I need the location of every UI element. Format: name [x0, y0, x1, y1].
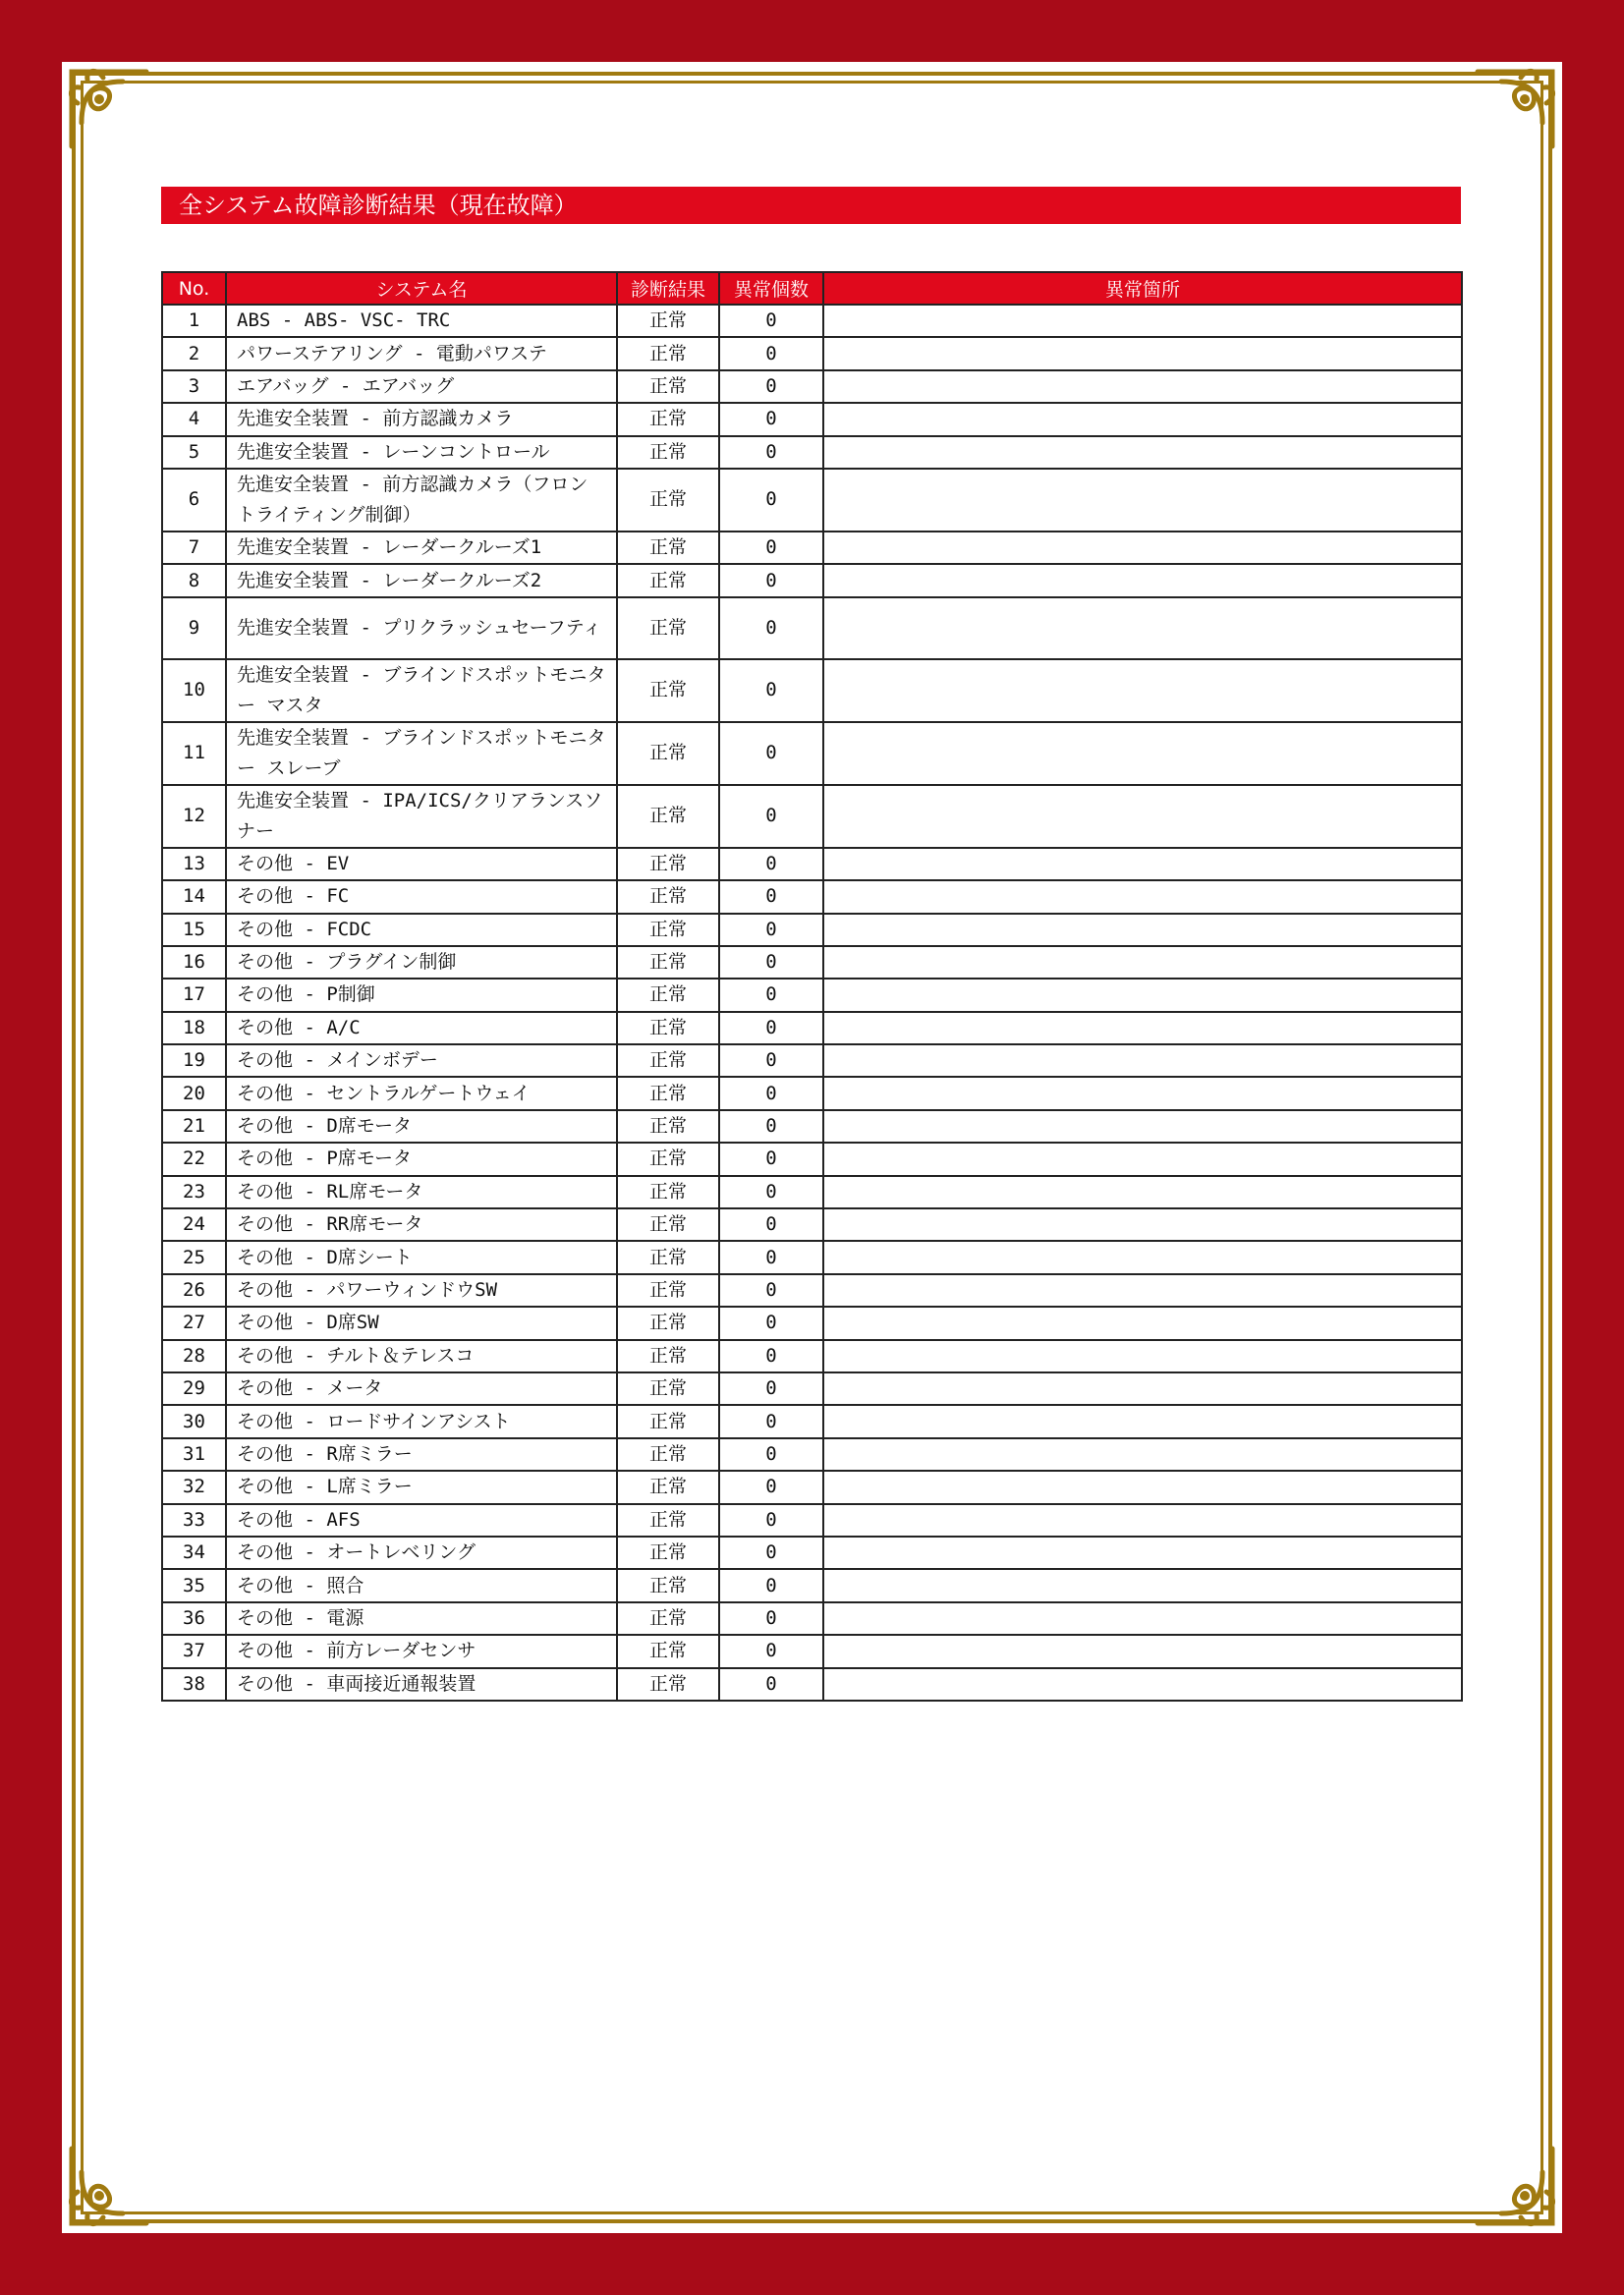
row-number: 26 [162, 1274, 226, 1307]
system-name: その他 - D席シート [226, 1241, 617, 1273]
error-location [823, 1372, 1462, 1405]
table-row [162, 1438, 1462, 1471]
diagnosis-result: 正常 [617, 1044, 719, 1077]
system-name: 先進安全装置 - IPA/ICS/クリアランスソナー [226, 785, 617, 848]
error-location [823, 597, 1462, 659]
error-location [823, 880, 1462, 913]
row-number: 3 [162, 370, 226, 403]
table-row [162, 1668, 1462, 1701]
row-number: 29 [162, 1372, 226, 1405]
diagnosis-result: 正常 [617, 1241, 719, 1273]
row-number: 23 [162, 1176, 226, 1208]
diagnosis-result: 正常 [617, 1635, 719, 1667]
error-count: 0 [719, 370, 823, 403]
error-location [823, 1471, 1462, 1503]
diagnosis-result: 正常 [617, 1602, 719, 1635]
system-name: その他 - D席SW [226, 1307, 617, 1339]
system-name: その他 - EV [226, 848, 617, 880]
error-location [823, 1307, 1462, 1339]
error-location [823, 848, 1462, 880]
error-location [823, 785, 1462, 848]
corner-ornament-icon [64, 64, 154, 154]
error-count: 0 [719, 1176, 823, 1208]
section-title: 全システム故障診断結果（現在故障） [161, 187, 1461, 224]
error-location [823, 1044, 1462, 1077]
system-name: その他 - チルト＆テレスコ [226, 1340, 617, 1372]
error-count: 0 [719, 914, 823, 946]
system-name: 先進安全装置 - ブラインドスポットモニター マスタ [226, 659, 617, 722]
system-name: 先進安全装置 - 前方認識カメラ [226, 403, 617, 435]
document-page [62, 62, 1562, 2233]
row-number: 7 [162, 532, 226, 564]
system-name: 先進安全装置 - レーダークルーズ2 [226, 564, 617, 596]
error-location [823, 1241, 1462, 1273]
diagnosis-result: 正常 [617, 946, 719, 979]
row-number: 34 [162, 1537, 226, 1569]
row-number: 17 [162, 979, 226, 1011]
corner-ornament-icon [1470, 64, 1560, 154]
error-count: 0 [719, 532, 823, 564]
error-location [823, 1668, 1462, 1701]
table-row [162, 848, 1462, 880]
diagnosis-result: 正常 [617, 305, 719, 337]
table-row [162, 722, 1462, 785]
table-row [162, 436, 1462, 469]
error-count: 0 [719, 1012, 823, 1044]
error-location [823, 1208, 1462, 1241]
row-number: 15 [162, 914, 226, 946]
error-location [823, 1340, 1462, 1372]
diagnosis-table [161, 271, 1463, 1702]
error-count: 0 [719, 1044, 823, 1077]
error-location [823, 1635, 1462, 1667]
row-number: 25 [162, 1241, 226, 1273]
system-name: その他 - パワーウィンドウSW [226, 1274, 617, 1307]
diagnosis-result: 正常 [617, 1176, 719, 1208]
row-number: 22 [162, 1143, 226, 1175]
error-location [823, 337, 1462, 369]
diagnosis-result: 正常 [617, 436, 719, 469]
error-count: 0 [719, 436, 823, 469]
row-number: 32 [162, 1471, 226, 1503]
row-number: 19 [162, 1044, 226, 1077]
error-location [823, 305, 1462, 337]
diagnosis-result: 正常 [617, 597, 719, 659]
diagnosis-result: 正常 [617, 914, 719, 946]
table-row [162, 337, 1462, 369]
error-count: 0 [719, 1471, 823, 1503]
diagnosis-result: 正常 [617, 848, 719, 880]
diagnosis-result: 正常 [617, 1537, 719, 1569]
diagnosis-result: 正常 [617, 370, 719, 403]
diagnosis-result: 正常 [617, 1110, 719, 1143]
error-count: 0 [719, 1438, 823, 1471]
diagnosis-result: 正常 [617, 1208, 719, 1241]
table-row [162, 1077, 1462, 1109]
table-row [162, 1471, 1462, 1503]
table-row [162, 1307, 1462, 1339]
diagnosis-result: 正常 [617, 564, 719, 596]
row-number: 24 [162, 1208, 226, 1241]
row-number: 37 [162, 1635, 226, 1667]
column-header-no: No. [162, 272, 226, 305]
error-count: 0 [719, 305, 823, 337]
system-name: その他 - 車両接近通報装置 [226, 1668, 617, 1701]
table-row [162, 469, 1462, 532]
row-number: 18 [162, 1012, 226, 1044]
error-count: 0 [719, 1241, 823, 1273]
table-row [162, 564, 1462, 596]
system-name: その他 - メインボデー [226, 1044, 617, 1077]
row-number: 1 [162, 305, 226, 337]
system-name: エアバッグ - エアバッグ [226, 370, 617, 403]
table-row [162, 1241, 1462, 1273]
diagnosis-result: 正常 [617, 1143, 719, 1175]
table-row [162, 1537, 1462, 1569]
error-count: 0 [719, 1340, 823, 1372]
row-number: 5 [162, 436, 226, 469]
error-location [823, 564, 1462, 596]
system-name: 先進安全装置 - プリクラッシュセーフティ [226, 597, 617, 659]
table-row [162, 880, 1462, 913]
table-row [162, 659, 1462, 722]
error-count: 0 [719, 403, 823, 435]
row-number: 14 [162, 880, 226, 913]
row-number: 21 [162, 1110, 226, 1143]
system-name: その他 - メータ [226, 1372, 617, 1405]
diagnosis-result: 正常 [617, 1569, 719, 1601]
diagnosis-result: 正常 [617, 785, 719, 848]
system-name: その他 - L席ミラー [226, 1471, 617, 1503]
error-count: 0 [719, 880, 823, 913]
diagnosis-result: 正常 [617, 979, 719, 1011]
column-header-count: 異常個数 [719, 272, 823, 305]
error-location [823, 370, 1462, 403]
error-location [823, 1602, 1462, 1635]
table-row [162, 1208, 1462, 1241]
row-number: 31 [162, 1438, 226, 1471]
diagnosis-result: 正常 [617, 722, 719, 785]
row-number: 12 [162, 785, 226, 848]
error-location [823, 469, 1462, 532]
diagnosis-result: 正常 [617, 1307, 719, 1339]
column-header-location: 異常箇所 [823, 272, 1462, 305]
row-number: 9 [162, 597, 226, 659]
diagnosis-result: 正常 [617, 880, 719, 913]
table-row [162, 979, 1462, 1011]
error-location [823, 1012, 1462, 1044]
row-number: 33 [162, 1504, 226, 1537]
system-name: その他 - P席モータ [226, 1143, 617, 1175]
error-count: 0 [719, 722, 823, 785]
error-count: 0 [719, 1668, 823, 1701]
error-location [823, 403, 1462, 435]
row-number: 28 [162, 1340, 226, 1372]
diagnosis-result: 正常 [617, 1668, 719, 1701]
system-name: 先進安全装置 - レーンコントロール [226, 436, 617, 469]
table-row [162, 532, 1462, 564]
table-row [162, 403, 1462, 435]
error-location [823, 1274, 1462, 1307]
error-count: 0 [719, 1405, 823, 1437]
system-name: その他 - RR席モータ [226, 1208, 617, 1241]
error-count: 0 [719, 785, 823, 848]
system-name: その他 - 前方レーダセンサ [226, 1635, 617, 1667]
column-header-result: 診断結果 [617, 272, 719, 305]
system-name: パワーステアリング - 電動パワステ [226, 337, 617, 369]
error-count: 0 [719, 1307, 823, 1339]
error-location [823, 1077, 1462, 1109]
table-row [162, 1405, 1462, 1437]
diagnosis-result: 正常 [617, 1471, 719, 1503]
error-count: 0 [719, 1143, 823, 1175]
error-location [823, 914, 1462, 946]
diagnosis-result: 正常 [617, 469, 719, 532]
error-count: 0 [719, 1635, 823, 1667]
row-number: 11 [162, 722, 226, 785]
system-name: その他 - R席ミラー [226, 1438, 617, 1471]
error-count: 0 [719, 564, 823, 596]
error-count: 0 [719, 1537, 823, 1569]
row-number: 20 [162, 1077, 226, 1109]
error-count: 0 [719, 1110, 823, 1143]
corner-ornament-icon [64, 2141, 154, 2231]
error-location [823, 1176, 1462, 1208]
table-row [162, 305, 1462, 337]
error-count: 0 [719, 1077, 823, 1109]
system-name: その他 - D席モータ [226, 1110, 617, 1143]
table-row [162, 785, 1462, 848]
error-location [823, 1405, 1462, 1437]
diagnosis-result: 正常 [617, 1077, 719, 1109]
error-count: 0 [719, 1274, 823, 1307]
table-row [162, 1635, 1462, 1667]
error-count: 0 [719, 337, 823, 369]
table-row [162, 1143, 1462, 1175]
error-location [823, 979, 1462, 1011]
system-name: その他 - オートレベリング [226, 1537, 617, 1569]
system-name: 先進安全装置 - レーダークルーズ1 [226, 532, 617, 564]
system-name: その他 - 電源 [226, 1602, 617, 1635]
error-location [823, 1504, 1462, 1537]
row-number: 35 [162, 1569, 226, 1601]
table-row [162, 1044, 1462, 1077]
table-row [162, 1340, 1462, 1372]
system-name: その他 - A/C [226, 1012, 617, 1044]
row-number: 10 [162, 659, 226, 722]
error-count: 0 [719, 1372, 823, 1405]
row-number: 36 [162, 1602, 226, 1635]
row-number: 38 [162, 1668, 226, 1701]
error-location [823, 722, 1462, 785]
system-name: その他 - 照合 [226, 1569, 617, 1601]
diagnosis-result: 正常 [617, 1405, 719, 1437]
diagnosis-result: 正常 [617, 1372, 719, 1405]
row-number: 27 [162, 1307, 226, 1339]
error-count: 0 [719, 1208, 823, 1241]
table-row [162, 370, 1462, 403]
error-location [823, 1569, 1462, 1601]
diagnosis-result: 正常 [617, 659, 719, 722]
diagnosis-result: 正常 [617, 1340, 719, 1372]
table-row [162, 1110, 1462, 1143]
table-row [162, 1012, 1462, 1044]
column-header-system-name: システム名 [226, 272, 617, 305]
table-body [162, 305, 1462, 1701]
system-name: ABS - ABS- VSC- TRC [226, 305, 617, 337]
table-row [162, 1569, 1462, 1601]
system-name: その他 - RL席モータ [226, 1176, 617, 1208]
system-name: その他 - ロードサインアシスト [226, 1405, 617, 1437]
error-count: 0 [719, 979, 823, 1011]
error-location [823, 946, 1462, 979]
diagnosis-result: 正常 [617, 337, 719, 369]
error-location [823, 1438, 1462, 1471]
row-number: 4 [162, 403, 226, 435]
error-count: 0 [719, 469, 823, 532]
system-name: その他 - プラグイン制御 [226, 946, 617, 979]
corner-ornament-icon [1470, 2141, 1560, 2231]
table-row [162, 1372, 1462, 1405]
error-count: 0 [719, 659, 823, 722]
system-name: その他 - P制御 [226, 979, 617, 1011]
system-name: 先進安全装置 - ブラインドスポットモニター スレーブ [226, 722, 617, 785]
diagnosis-result: 正常 [617, 1012, 719, 1044]
system-name: その他 - AFS [226, 1504, 617, 1537]
error-location [823, 532, 1462, 564]
error-count: 0 [719, 946, 823, 979]
error-count: 0 [719, 848, 823, 880]
system-name: その他 - セントラルゲートウェイ [226, 1077, 617, 1109]
error-location [823, 1143, 1462, 1175]
error-location [823, 1110, 1462, 1143]
error-location [823, 1537, 1462, 1569]
diagnosis-result: 正常 [617, 532, 719, 564]
error-count: 0 [719, 1602, 823, 1635]
table-row [162, 1274, 1462, 1307]
system-name: 先進安全装置 - 前方認識カメラ（フロントライティング制御） [226, 469, 617, 532]
row-number: 6 [162, 469, 226, 532]
error-count: 0 [719, 1569, 823, 1601]
row-number: 8 [162, 564, 226, 596]
diagnosis-result: 正常 [617, 1438, 719, 1471]
table-row [162, 914, 1462, 946]
table-row [162, 1176, 1462, 1208]
system-name: その他 - FC [226, 880, 617, 913]
diagnosis-result: 正常 [617, 1504, 719, 1537]
error-count: 0 [719, 597, 823, 659]
row-number: 30 [162, 1405, 226, 1437]
diagnosis-result: 正常 [617, 1274, 719, 1307]
diagnosis-result: 正常 [617, 403, 719, 435]
table-header-row [162, 272, 1462, 305]
error-location [823, 659, 1462, 722]
error-location [823, 436, 1462, 469]
system-name: その他 - FCDC [226, 914, 617, 946]
error-count: 0 [719, 1504, 823, 1537]
table-row [162, 1504, 1462, 1537]
table-row [162, 1602, 1462, 1635]
table-row [162, 597, 1462, 659]
row-number: 16 [162, 946, 226, 979]
row-number: 2 [162, 337, 226, 369]
row-number: 13 [162, 848, 226, 880]
table-row [162, 946, 1462, 979]
